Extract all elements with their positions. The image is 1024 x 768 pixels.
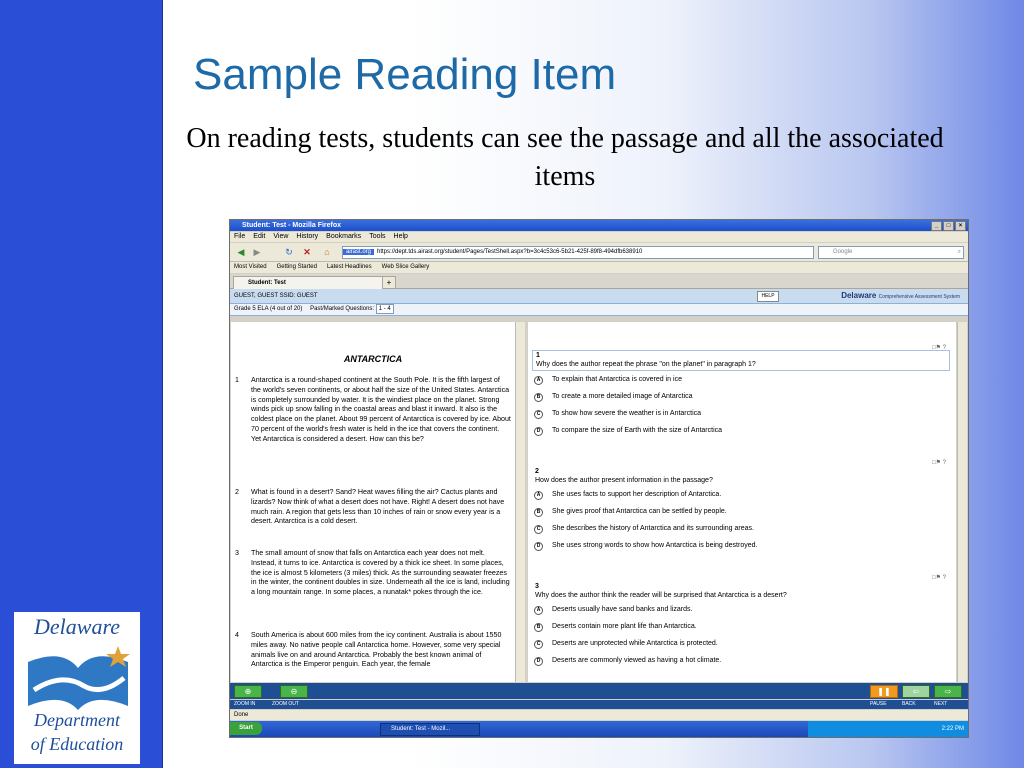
answer-option[interactable] xyxy=(532,422,950,439)
option-text: To compare the size of Earth with the size of Antarctica xyxy=(552,427,723,434)
answer-option[interactable] xyxy=(532,601,950,618)
slide-subtitle: On reading tests, students can see the passage and all the associated items xyxy=(186,123,944,192)
option-text: Deserts are commonly viewed as having a hot climate. xyxy=(552,657,722,664)
home-icon[interactable]: ⌂ xyxy=(324,247,330,257)
next-arrow-icon[interactable]: ⇨ xyxy=(934,685,962,698)
option-bubble[interactable]: D xyxy=(534,427,543,436)
logo-line1: Delaware xyxy=(34,614,120,639)
brand-label xyxy=(760,289,960,304)
option-text: She uses strong words to show how Antarctica is being destroyed. xyxy=(552,542,758,549)
bookmark-latest-headlines[interactable]: Latest Headlines xyxy=(326,264,372,270)
answer-option[interactable] xyxy=(532,388,950,405)
flag-help-icon[interactable]: □⚑ ? xyxy=(931,575,946,581)
bookmarks-toolbar xyxy=(230,262,969,273)
test-header xyxy=(230,289,968,304)
bookmark-web-slice-gallery[interactable]: Web Slice Gallery xyxy=(381,264,430,270)
bookmark-getting-started[interactable]: Getting Started xyxy=(276,264,317,270)
answer-option[interactable] xyxy=(532,635,950,652)
paragraph-text: The small amount of snow that falls on Antarctica each year does not melt. Instead, it turns to ice. Antarctica is covered by a thick ice sheet. In some places, the ice is almost 5 kilometers (3 miles) thick. As the surrounding seawater freezes in the winter, the continent doubles in size. Underneath all the ice is land, including a long mountain range. In some places, a nunatak* pokes through the ice. xyxy=(251,549,510,597)
answer-option[interactable] xyxy=(532,486,950,503)
option-text: To explain that Antarctica is covered in ice xyxy=(552,376,682,383)
search-input[interactable] xyxy=(818,246,964,259)
menu-bar xyxy=(230,232,969,242)
option-text: To show how severe the weather is in Antarctica xyxy=(552,410,702,417)
option-bubble[interactable]: B xyxy=(534,508,543,517)
passage-paragraph xyxy=(235,376,511,445)
menu-tools[interactable]: Tools xyxy=(369,233,386,240)
option-text: She describes the history of Antarctica and its surrounding areas. xyxy=(552,525,754,532)
zoom-in-icon[interactable]: ⊕ xyxy=(234,685,262,698)
option-text: She gives proof that Antarctica can be settled by people. xyxy=(552,508,727,515)
menu-bookmarks[interactable]: Bookmarks xyxy=(326,233,362,240)
question-number: 2 xyxy=(535,468,539,475)
menu-help[interactable]: Help xyxy=(393,233,408,240)
control-labels xyxy=(230,700,968,709)
bookmark-most-visited[interactable]: Most Visited xyxy=(234,264,267,270)
paragraph-number: 2 xyxy=(235,488,239,496)
questions-panel xyxy=(528,322,956,682)
tab-student-test[interactable]: Student: Test xyxy=(233,276,389,289)
menu-file[interactable]: File xyxy=(234,233,246,240)
option-bubble[interactable]: D xyxy=(534,542,543,551)
url-text: https://dept.tds.airast.org/student/Pages/TestShell.aspx?b=3c4c53c6-5b21-425f-89f8-494dfb638910 xyxy=(377,249,643,255)
past-questions-select[interactable]: 1 - 4 xyxy=(376,304,394,314)
flag-help-icon[interactable]: □⚑ ? xyxy=(931,345,946,351)
url-site-badge: airast.org xyxy=(343,249,374,255)
tab-strip xyxy=(230,274,968,289)
answer-option[interactable] xyxy=(532,537,950,554)
question-stem: Why does the author repeat the phrase "on the planet" in paragraph 1? xyxy=(536,361,756,368)
option-bubble[interactable]: C xyxy=(534,410,543,419)
option-bubble[interactable]: C xyxy=(534,640,543,649)
window-titlebar xyxy=(230,220,968,231)
guest-info: GUEST, GUEST SSID: GUEST xyxy=(234,293,318,299)
option-bubble[interactable]: A xyxy=(534,491,543,500)
test-info-bar xyxy=(230,304,968,316)
question-stem: Why does the author think the reader will be surprised that Antarctica is a desert? xyxy=(535,592,787,599)
start-button[interactable]: Start xyxy=(230,722,262,735)
maximize-icon[interactable]: □ xyxy=(943,221,954,231)
option-bubble[interactable]: D xyxy=(534,657,543,666)
status-text: Done xyxy=(234,712,249,718)
zoom-out-icon[interactable]: ⊖ xyxy=(280,685,308,698)
answer-option[interactable] xyxy=(532,618,950,635)
reload-icon[interactable]: ↻ xyxy=(285,247,293,257)
window-title: Student: Test - Mozilla Firefox xyxy=(242,222,342,229)
slide-title: Sample Reading Item xyxy=(193,50,617,99)
taskbar-item-firefox[interactable]: Student: Test - Mozil... xyxy=(380,723,480,736)
help-button[interactable]: HELP xyxy=(757,291,779,302)
question-stem-box xyxy=(532,582,950,601)
new-tab-icon[interactable]: + xyxy=(382,276,396,289)
menu-view[interactable]: View xyxy=(273,233,289,240)
menu-edit[interactable]: Edit xyxy=(253,233,266,240)
search-placeholder: Google xyxy=(833,249,853,255)
paragraph-number: 1 xyxy=(235,376,239,384)
browser-window xyxy=(229,219,969,738)
zoom-in-label: ZOOM IN xyxy=(234,701,256,707)
menu-history[interactable]: History xyxy=(296,233,319,240)
question-item xyxy=(532,345,950,439)
test-controls-bar xyxy=(230,683,968,699)
passage-scrollbar[interactable] xyxy=(515,322,525,682)
paragraph-number: 4 xyxy=(235,631,239,639)
windows-taskbar xyxy=(230,721,968,737)
option-bubble[interactable]: A xyxy=(534,606,543,615)
close-icon[interactable]: × xyxy=(955,221,966,231)
clock: 2:22 PM xyxy=(941,726,964,732)
option-text: To create a more detailed image of Antarctica xyxy=(552,393,693,400)
option-bubble[interactable]: A xyxy=(534,376,543,385)
option-bubble[interactable]: B xyxy=(534,623,543,632)
back-arrow-icon[interactable]: ◀ xyxy=(237,247,245,257)
question-number: 1 xyxy=(536,352,540,359)
past-questions-label: Past/Marked Questions: xyxy=(310,306,375,312)
option-text: Deserts contain more plant life than Antarctica. xyxy=(552,623,697,630)
next-label: NEXT xyxy=(934,701,948,707)
url-bar[interactable] xyxy=(342,246,814,259)
question-item xyxy=(532,575,950,669)
pause-icon[interactable]: ❚❚ xyxy=(870,685,898,698)
answer-option[interactable] xyxy=(532,503,950,520)
option-text: She uses facts to support her description of Antarctica. xyxy=(552,491,722,498)
back-arrow-icon[interactable]: ⇦ xyxy=(902,685,930,698)
minimize-icon[interactable]: _ xyxy=(931,221,942,231)
answer-option[interactable] xyxy=(532,652,950,669)
pause-label: PAUSE xyxy=(870,701,887,707)
forward-arrow-icon[interactable]: ▶ xyxy=(253,247,261,257)
passage-paragraph xyxy=(235,488,511,527)
answer-option[interactable] xyxy=(532,371,950,388)
passage-paragraph xyxy=(235,549,511,598)
stop-icon[interactable]: ✕ xyxy=(303,247,311,257)
question-item xyxy=(532,460,950,554)
browser-status-bar xyxy=(230,710,968,720)
answer-option[interactable] xyxy=(532,405,950,422)
question-number: 3 xyxy=(535,583,539,590)
questions-scrollbar[interactable] xyxy=(957,322,967,682)
system-tray xyxy=(808,721,968,737)
passage-title: ANTARCTICA xyxy=(343,354,403,364)
search-icon[interactable]: ⌕ xyxy=(957,249,961,255)
passage-paragraph xyxy=(235,631,511,670)
question-stem-box xyxy=(532,467,950,486)
brand-name: Delaware xyxy=(841,291,877,300)
paragraph-text: Antarctica is a round-shaped continent at the South Pole. It is the fifth largest of the world's seven continents, or about half the size of the United States. Antarctica is completely surrounded by water. It is the windiest place on the planet. Strong winds pick up snow falling in the coastal areas and blast it inward. It also is the coldest place on the planet. About 99 percent of Antarctica is covered by ice. About 70 percent of the world's fresh water is held in the ice that covers the continent. Yet Antarctica is considered a desert. How can this be? xyxy=(251,376,511,443)
back-label: BACK xyxy=(902,701,916,707)
paragraph-number: 3 xyxy=(235,549,239,557)
option-text: Deserts are unprotected while Antarctica is protected. xyxy=(552,640,718,647)
logo-line2: Department xyxy=(34,710,120,730)
brand-subtitle: Comprehensive Assessment System xyxy=(878,294,960,300)
option-bubble[interactable]: B xyxy=(534,393,543,402)
question-stem: How does the author present information in the passage? xyxy=(535,477,713,484)
logo-book-icon xyxy=(22,642,134,714)
grade-info: Grade 5 ELA (4 out of 20) xyxy=(234,306,303,312)
flag-help-icon[interactable]: □⚑ ? xyxy=(931,460,946,466)
answer-option[interactable] xyxy=(532,520,950,537)
navigation-toolbar xyxy=(230,243,968,262)
paragraph-text: South America is about 600 miles from the icy continent. Australia is about 1550 miles away. No native people call Antarctica home. However, some very special animals live on and around Antarctica. Probably the best known animal of Antarctica is the Emperor penguin. Each year, the female xyxy=(251,631,502,669)
question-stem-box xyxy=(532,350,950,371)
logo-line3: of Education xyxy=(30,734,124,754)
reading-passage xyxy=(231,322,515,682)
paragraph-text: What is found in a desert? Sand? Heat waves filling the air? Cactus plants and lizards? Now think of what a desert does not have. Right! A desert does not have much rain. A region that gets less than 10 inches of rain or snow every year is a desert. Antarctica is a cold desert. xyxy=(251,488,505,526)
option-bubble[interactable]: C xyxy=(534,525,543,534)
option-text: Deserts usually have sand banks and lizards. xyxy=(552,606,693,613)
zoom-out-label: ZOOM OUT xyxy=(272,701,299,707)
delaware-doe-logo xyxy=(14,612,140,764)
